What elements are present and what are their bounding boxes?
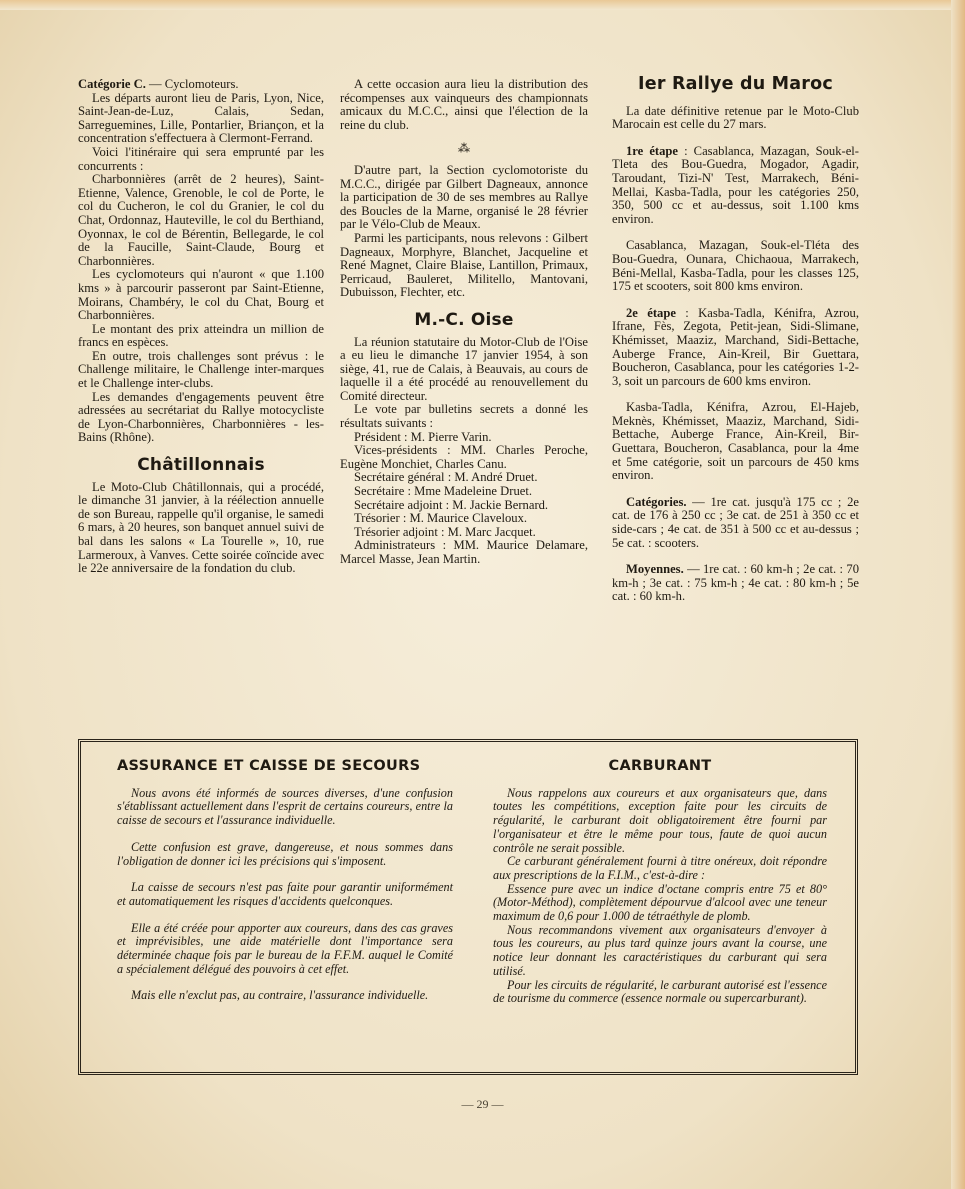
- paragraph: Président : M. Pierre Varin.: [354, 429, 492, 444]
- paragraph: Le montant des prix atteindra un million de francs en espèces.: [78, 321, 324, 350]
- stage-2-text: : Kasba-Tadla, Kénifra, Azrou, Ifrane, Fès, Zegota, Petit-jean, Sidi-Slimane, Khémisset, Maaziz, Marchand, Sidi-Bettache, Auberge France, Ain-Kreil, Bir Guettara, Boucheron, Casablanca, pour les catégories 1-2-3, soit un parcours de 600 kms environ.: [612, 305, 859, 388]
- notice-assurance: [117, 760, 453, 1003]
- notice-title-carburant: CARBURANT: [608, 758, 712, 774]
- paragraph: La réunion statutaire du Motor-Club de l'Oise a eu lieu le dimanche 17 janvier 1954, à son siège, 41, rue de Calais, à Beauvais, au cours de laquelle il a été procédé au renouvellement du Comité directeur.: [340, 334, 588, 403]
- paragraph: Voici l'itinéraire qui sera emprunté par les concurrents :: [78, 144, 324, 173]
- paragraph: Mais elle n'exclut pas, au contraire, l'assurance individuelle.: [131, 988, 429, 1003]
- category-rest: — Cyclomoteurs.: [145, 77, 239, 91]
- paragraph: Trésorier : M. Maurice Claveloux.: [354, 511, 528, 526]
- averages-lead: Moyennes.: [626, 562, 684, 577]
- paragraph: Administrateurs : MM. Maurice Delamare, Marcel Masse, Jean Martin.: [340, 538, 588, 566]
- section-heading-mc-oise: M.-C. Oise: [414, 309, 514, 330]
- paragraph: Elle a été créée pour apporter aux coureurs, dans des cas graves et imprévisibles, une aide matérielle dont l'importance sera déterminée chaque fois par le bureau de la F.F.M. auquel le Comité a spécialement délégué des pouvoirs à cet effet.: [117, 920, 453, 976]
- paragraph: Secrétaire adjoint : M. Jackie Bernard.: [354, 497, 549, 512]
- page-number: — 29 —: [461, 1097, 504, 1111]
- notice-box: [78, 739, 858, 1075]
- paragraph: Essence pure avec un indice d'octane compris entre 75 et 80° (Motor-Méthod), complètement dépourvue d'alcool avec une teneur maximum de 0,6 pour 1.000 de tétraéthyle de plomb.: [493, 881, 827, 924]
- page-edge-top: [0, 0, 965, 10]
- paragraph: Le Moto-Club Châtillonnais, qui a procédé, le dimanche 31 janvier, à la réélection annuelle de son Bureau, rappelle qu'il organise, le samedi 6 mars, à 20 heures, son banquet annuel suivi de bal dans les salons « La Tourelle », 10, rue Larmeroux, à Vanves. Cette soirée coïncide avec le 22e anniversaire de la fondation du club.: [78, 479, 324, 576]
- section-heading-chatillonnais: Châtillonnais: [137, 455, 265, 476]
- stage-2-lead: 2e étape: [626, 305, 676, 320]
- column-3: [612, 74, 859, 604]
- paragraph: Parmi les participants, nous relevons : Gilbert Dagneaux, Morphyre, Blanchet, Jacqueline et René Magnet, Claire Blaise, Lantillon, Primaux, Perricaud, Bauleret, Militello, Mantovani, Dubuisson, Flechter, etc.: [340, 230, 588, 300]
- paragraph: La caisse de secours n'est pas faite pour garantir uniformément et automatiquement les risques d'accidents quelconques.: [117, 880, 453, 908]
- paragraph: [612, 307, 859, 389]
- averages-text: — 1re cat. : 60 km-h ; 2e cat. : 70 km-h ; 3e cat. : 75 km-h ; 4e cat. : 80 km-h ; 5e cat. : 60 km-h.: [612, 562, 859, 604]
- paragraph: [78, 78, 324, 92]
- column-1: [78, 78, 324, 576]
- paragraph: Vices-présidents : MM. Charles Peroche, Eugène Monchiet, Charles Canu.: [340, 443, 588, 471]
- section-heading-rallye-maroc: Ier Rallye du Maroc: [638, 74, 833, 94]
- category-lead: Catégorie C.: [78, 77, 146, 91]
- paragraph: Trésorier adjoint : M. Marc Jacquet.: [354, 524, 536, 539]
- paragraph: Casablanca, Mazagan, Souk-el-Tléta des Bou-Guedra, Ounara, Chichaoua, Marrakech, Béni-Mellal, Kasba-Tadla, pour les classes 125, 175 et scooters, soit 800 kms environ.: [612, 238, 859, 294]
- paragraph: Les départs auront lieu de Paris, Lyon, Nice, Saint-Jean-de-Luz, Calais, Sedan, Sarreguemines, Lille, Pontarlier, Briançon, et la concentration s'effectuera à Clermont-Ferrand.: [78, 90, 324, 146]
- paragraph: [612, 496, 859, 550]
- notice-title-assurance: ASSURANCE ET CAISSE DE SECOURS: [117, 758, 421, 774]
- categories-lead: Catégories.: [626, 494, 687, 509]
- page-edge-right: [951, 0, 965, 1189]
- paragraph: A cette occasion aura lieu la distribution des récompenses aux vainqueurs des championnats amicaux du M.C.C., ainsi que l'élection de la reine du club.: [340, 77, 588, 132]
- paragraph: La date définitive retenue par le Moto-Club Marocain est celle du 27 mars.: [612, 103, 859, 132]
- paragraph: Le vote par bulletins secrets a donné les résultats suivants :: [340, 402, 588, 431]
- paragraph: Les cyclomoteurs qui n'auront « que 1.100 kms » à parcourir passeront par Saint-Etienne, Moirans, Chambéry, le col du Chat, Bourg et Charbonnières.: [78, 267, 324, 323]
- paragraph: Cette confusion est grave, dangereuse, et nous sommes dans l'obligation de donner ici les précisions qui s'imposent.: [117, 839, 453, 868]
- paragraph: D'autre part, la Section cyclomotoriste du M.C.C., dirigée par Gilbert Dagneaux, annonce la participation de 30 de ses membres au Rallye des Boucles de la Marne, organisé le 28 février par le Vélo-Club de Meaux.: [340, 162, 588, 232]
- stage-1-lead: 1re étape: [626, 143, 679, 158]
- paragraph: Nous avons été informés de sources diverses, d'une confusion s'établissant actuellement dans l'esprit de certains coureurs, entre la caisse de secours et l'assurance individuelle.: [117, 785, 453, 828]
- categories-text: — 1re cat. jusqu'à 175 cc ; 2e cat. de 176 à 250 cc ; 3e cat. de 251 à 350 cc et side-cars ; 4e cat. de 351 à 500 cc et au-dessus ; 5e cat. : scooters.: [612, 494, 859, 550]
- paragraph: Secrétaire général : M. André Druet.: [354, 470, 538, 485]
- paragraph: Les demandes d'engagements peuvent être adressées au secrétariat du Rallye motocycliste de Lyon-Charbonnières, Charbonnières - les-Bains (Rhône).: [78, 389, 324, 445]
- paragraph: [612, 563, 859, 604]
- paragraph: Secrétaire : Mme Madeleine Druet.: [354, 484, 532, 499]
- paragraph: Charbonnières (arrêt de 2 heures), Saint-Etienne, Valence, Grenoble, le col de Porte, le col du Cucheron, le col du Granier, le col du Chat, Ordonnaz, Hauteville, le col du Berthiand, Oyonnax, le col de Bérentin, Bellegarde, le col de la Faucille, Saint-Claude, Bourg et Charbonnières.: [78, 172, 324, 268]
- paragraph: Ce carburant généralement fourni à titre onéreux, doit répondre aux prescriptions de la F.I.M., c'est-à-dire :: [493, 854, 827, 882]
- paragraph: Pour les circuits de régularité, le carburant autorisé est l'essence de tourisme du commerce (essence normale ou supercarburant).: [493, 977, 827, 1006]
- notice-carburant: [493, 760, 827, 1006]
- paragraph: Nous recommandons vivement aux organisateurs d'envoyer à tous les coureurs, au plus tard quinze jours avant la course, une notice leur donnant les caractéristiques du carburant qui sera utilisé.: [493, 922, 827, 978]
- paragraph: Nous rappelons aux coureurs et aux organisateurs que, dans toutes les compétitions, exception faite pour les circuits de régularité, le carburant doit obligatoirement être fourni par l'organisateur et être le même pour tous, faute de quoi aucun contrôle ne serait possible.: [493, 785, 827, 855]
- paragraph: En outre, trois challenges sont prévus : le Challenge militaire, le Challenge inter-marques et le Challenge inter-clubs.: [78, 348, 324, 391]
- paragraph: Kasba-Tadla, Kénifra, Azrou, El-Hajeb, Meknès, Khémisset, Maaziz, Marchand, Sidi-Bettache, Auberge France, Ain-Kreil, Bir-Guettara, Boucheron, Casablanca, pour la 4me et 5me catégorie, soit un parcours de 450 kms environ.: [612, 400, 859, 483]
- column-2: [340, 78, 588, 567]
- paragraph: [612, 145, 859, 227]
- section-separator: ⁂: [458, 141, 470, 156]
- stage-1-text: : Casablanca, Mazagan, Souk-el-Tleta des Bou-Guedra, Mogador, Agadir, Taroudant, Tizi-N' Test, Marrakech, Béni-Mellai, Kasba-Tadla, pour les catégories 250, 350, 500 cc et au-dessus, soit 1.100 kms environ.: [612, 143, 859, 226]
